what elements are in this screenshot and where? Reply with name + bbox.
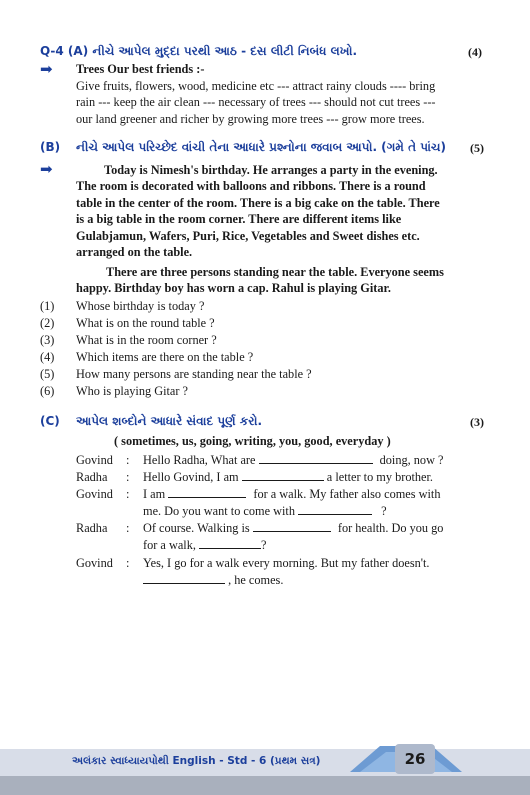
dialogue-line: [143, 555, 473, 572]
page-number: 26: [395, 744, 435, 774]
passage-line: Today is Nimesh's birthday. He arranges a party in the evening.: [104, 163, 438, 177]
section-c-instruction: આપેલ શબ્દોને આધારે સંવાદ પૂર્ણ કરો.: [76, 414, 263, 428]
dialogue-text: for a walk,: [143, 538, 196, 552]
dialogue-text: , he comes.: [228, 573, 284, 587]
question-text: How many persons are standing near the table ?: [76, 367, 312, 381]
dialogue-text: I am: [143, 487, 166, 501]
q4-points-line: rain --- keep the air clean --- necessary of trees --- should not cut trees ---: [76, 95, 436, 110]
q4-label: Q-4 (A): [40, 44, 89, 58]
passage-line: happy. Birthday boy has worn a cap. Rahul is playing Gitar.: [76, 281, 391, 296]
question-item: [0, 315, 530, 331]
speaker-name: Govind: [76, 487, 113, 501]
dialogue-text: ?: [261, 538, 267, 552]
passage-paragraph-1: [76, 162, 490, 260]
question-number: (1): [40, 299, 55, 313]
passage-line: table in the center of the room. There is a big cake on the table. There: [76, 195, 440, 210]
answer-blank[interactable]: [199, 538, 261, 549]
passage-line: The room is decorated with balloons and ribbons. There is a round: [76, 179, 426, 194]
section-b-label: (B): [40, 140, 61, 154]
dialogue-text: for a walk. My father also comes with: [253, 487, 441, 501]
question-number: (4): [40, 350, 55, 364]
question-item: [0, 332, 530, 348]
question-text: Who is playing Gitar ?: [76, 384, 189, 398]
dialogue-text: doing, now ?: [379, 453, 444, 467]
answer-blank[interactable]: [253, 521, 331, 532]
question-item: [0, 349, 530, 365]
question-text: What is on the round table ?: [76, 316, 215, 330]
dialogue-line: [143, 503, 463, 520]
speaker-colon: :: [126, 453, 130, 467]
answer-blank[interactable]: [168, 487, 246, 498]
q4-marks: (4): [468, 45, 482, 59]
q4-points: [76, 78, 490, 127]
section-b-instruction: નીચે આપેલ પરિચ્છેદ વાંચી તેના આધારે પ્રશ્નોના જવાબ આપો. (ગમે તે પાંચ): [76, 140, 447, 154]
question-number: (6): [40, 384, 55, 398]
section-c-marks: (3): [470, 415, 484, 429]
passage-paragraph-2: [76, 264, 490, 297]
dialogue-text: a letter to my brother.: [326, 470, 433, 484]
dialogue-text: Hello Radha, What are: [143, 453, 256, 467]
passage-line: There are three persons standing near the table. Everyone seems: [106, 265, 444, 279]
q4-points-line: Give fruits, flowers, wood, medicine etc --- attract rainy clouds ---- bring: [76, 79, 436, 93]
dialogue-text: for health. Do you go: [337, 521, 444, 535]
question-number: (2): [40, 316, 55, 330]
dialogue-text: ?: [381, 504, 387, 518]
section-b-marks: (5): [470, 141, 484, 155]
question-number: (3): [40, 333, 55, 347]
passage-line: Gulabjamun, Wafers, Puri, Rice, Vegetables and Sweet dishes etc.: [76, 228, 420, 243]
q4-points-line: our land greener and richer by growing more trees --- grow more trees.: [76, 111, 425, 126]
passage-line: is a big table in the room corner. There are different items like: [76, 212, 402, 227]
q4-instruction: નીચે આપેલ મુદ્દા પરથી આઠ - દસ લીટી નિબંધ લખો.: [92, 44, 358, 58]
dialogue-line: [143, 486, 463, 503]
question-item: [0, 366, 530, 382]
dialogue-text: Hello Govind, I am: [143, 470, 239, 484]
footer-base: [0, 776, 530, 795]
arrow-right-icon: ➡: [40, 160, 53, 178]
dialogue-line: [143, 572, 463, 589]
q4-topic: Trees Our best friends :-: [76, 62, 205, 76]
q4-heading: [40, 44, 357, 59]
speaker-name: Radha: [76, 521, 108, 535]
speaker-name: Radha: [76, 470, 108, 484]
speaker-colon: :: [126, 470, 130, 484]
dialogue-text: Yes, I go for a walk every morning. But my father doesn't.: [143, 556, 430, 570]
word-bank: ( sometimes, us, going, writing, you, good, everyday ): [114, 434, 391, 448]
dialogue-line: [143, 469, 463, 486]
speaker-name: Govind: [76, 453, 113, 467]
dialogue-line: [143, 452, 463, 469]
arrow-right-icon: ➡: [40, 60, 53, 78]
question-number: (5): [40, 367, 55, 381]
speaker-colon: :: [126, 521, 130, 535]
dialogue-line: [143, 520, 463, 537]
question-item: [0, 383, 530, 399]
section-c-label: (C): [40, 414, 60, 428]
dialogue-text: Of course. Walking is: [143, 521, 250, 535]
dialogue-text: me. Do you want to come with: [143, 504, 295, 518]
passage-line: arranged on the table.: [76, 245, 193, 260]
answer-blank[interactable]: [242, 470, 324, 481]
speaker-colon: :: [126, 487, 130, 501]
question-text: Which items are there on the table ?: [76, 350, 254, 364]
book-title: અલંકાર સ્વાધ્યાયપોથી English - Std - 6 (પ્રથમ સત્ર): [72, 755, 321, 767]
question-item: [0, 298, 530, 314]
speaker-name: Govind: [76, 556, 113, 570]
answer-blank[interactable]: [259, 453, 373, 464]
dialogue-line: [143, 537, 463, 554]
speaker-colon: :: [126, 556, 130, 570]
question-text: Whose birthday is today ?: [76, 299, 205, 313]
answer-blank[interactable]: [143, 573, 225, 584]
answer-blank[interactable]: [298, 504, 372, 515]
question-text: What is in the room corner ?: [76, 333, 217, 347]
